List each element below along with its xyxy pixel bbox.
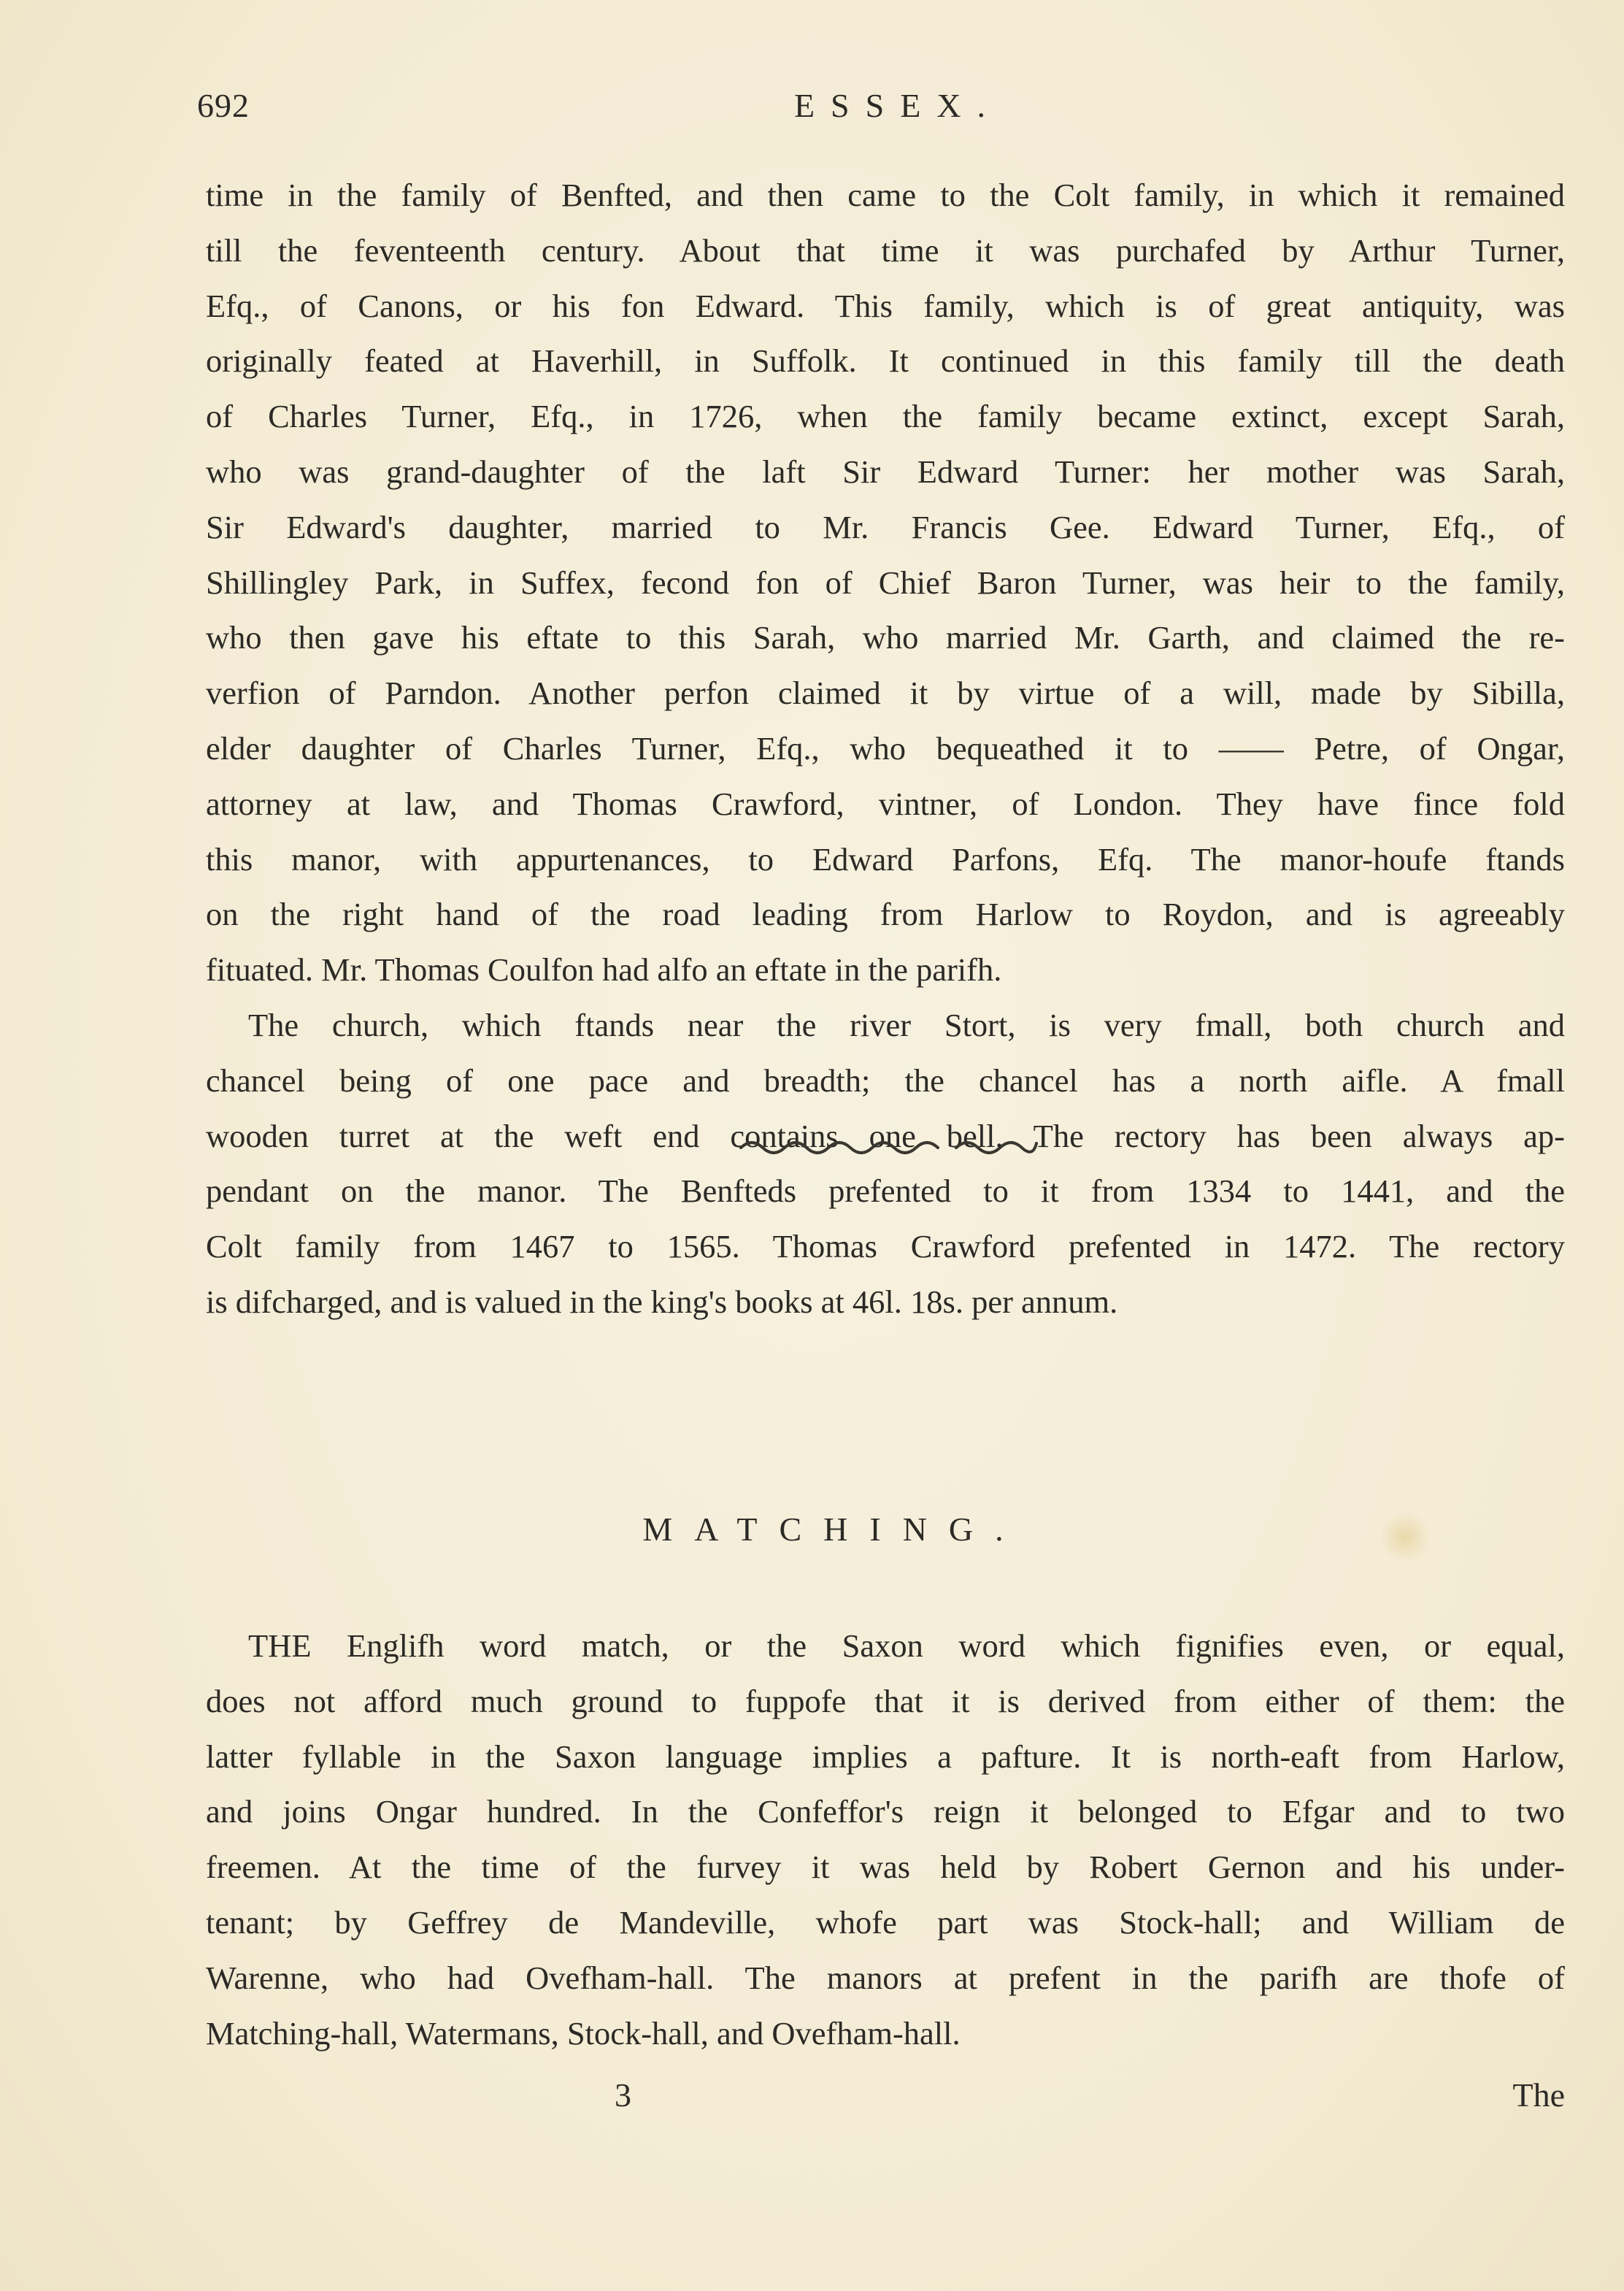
text-line: and joins Ongar hundred. In the Confeffor's reign it belonged to Efgar and to two [206, 1793, 1565, 1830]
text-line: wooden turret at the weft end contains one bell. The rectory has been always ap- [206, 1117, 1565, 1154]
text-line: this manor, with appurtenances, to Edward Parfons, Efq. The manor-houfe ftands [206, 840, 1565, 878]
text-line: time in the family of Benfted, and then came to the Colt family, in which it remained [206, 177, 1565, 213]
text-line: verfion of Parndon. Another perfon claimed it by virtue of a will, made by Sibilla, [206, 675, 1565, 712]
text-line: pendant on the manor. The Benfteds prefented to it from 1334 to 1441, and the [206, 1173, 1565, 1210]
text-line: Efq., of Canons, or his fon Edward. This family, which is of great antiquity, was [206, 287, 1565, 324]
text-line: Warenne, who had Ovefham-hall. The manors at prefent in the parifh are thofe of [206, 1959, 1565, 1996]
paragraph-matching [206, 1619, 1565, 2061]
text-line: chancel being of one pace and breadth; the chancel has a north aifle. A fmall [206, 1062, 1565, 1099]
text-line: on the right hand of the road leading from Harlow to Roydon, and is agreeably [206, 896, 1565, 933]
text-line: The church, which ftands near the river Stort, is very fmall, both church and [248, 1006, 1565, 1043]
text-line: of Charles Turner, Efq., in 1726, when the family became extinct, except Sarah, [206, 398, 1565, 435]
signature-mark: 3 [615, 2076, 631, 2114]
text-line: who was grand-daughter of the laft Sir Edward Turner: her mother was Sarah, [206, 453, 1565, 490]
text-line: freemen. At the time of the furvey it was held by Robert Gernon and his under- [206, 1849, 1565, 1886]
text-line: fituated. Mr. Thomas Coulfon had alfo an eftate in the parifh. [206, 951, 1002, 989]
text-line: elder daughter of Charles Turner, Efq., who bequeathed it to —— Petre, of Ongar, [206, 729, 1565, 767]
paragraph-church [206, 998, 1565, 1330]
text-line: till the feventeenth century. About that time it was purchafed by Arthur Turner, [206, 231, 1565, 269]
text-line: latter fyllable in the Saxon language implies a pafture. It is north-eaft from Harlow, [206, 1738, 1565, 1775]
matching-section [206, 1619, 1565, 2061]
page-number: 692 [197, 87, 250, 124]
text-line: THE Englifh word match, or the Saxon word which fignifies even, or equal, [248, 1627, 1565, 1664]
text-line: originally feated at Haverhill, in Suffolk. It continued in this family till the death [206, 342, 1565, 380]
text-line: is difcharged, and is valued in the king's books at 46l. 18s. per annum. [206, 1283, 1118, 1320]
section-heading: MATCHING. [642, 1511, 1025, 1548]
paper-stain [1379, 1511, 1431, 1562]
text-line: Colt family from 1467 to 1565. Thomas Crawford prefented in 1472. The rectory [206, 1228, 1565, 1265]
text-line: Sir Edward's daughter, married to Mr. Francis Gee. Edward Turner, Efq., of [206, 508, 1565, 545]
paragraph-manor-history [206, 168, 1565, 998]
page-header [197, 86, 1569, 145]
text-line: Shillingley Park, in Suffex, fecond fon of Chief Baron Turner, was heir to the family, [206, 564, 1565, 601]
text-line: attorney at law, and Thomas Crawford, vintner, of London. They have fince fold [206, 785, 1565, 822]
page-footer [206, 2076, 1565, 2127]
text-line: tenant; by Geffrey de Mandeville, whofe part was Stock-hall; and William de [206, 1903, 1565, 1941]
running-title: ESSEX. [793, 87, 1002, 124]
catchword: The [1512, 2076, 1565, 2114]
text-line: Matching-hall, Watermans, Stock-hall, and Ovefham-hall. [206, 2014, 961, 2052]
text-line: who then gave his eftate to this Sarah, who married Mr. Garth, and claimed the re- [206, 619, 1565, 656]
decorative-ornament [737, 1132, 1044, 1161]
text-line: does not afford much ground to fuppofe that it is derived from either of them: the [206, 1682, 1565, 1719]
